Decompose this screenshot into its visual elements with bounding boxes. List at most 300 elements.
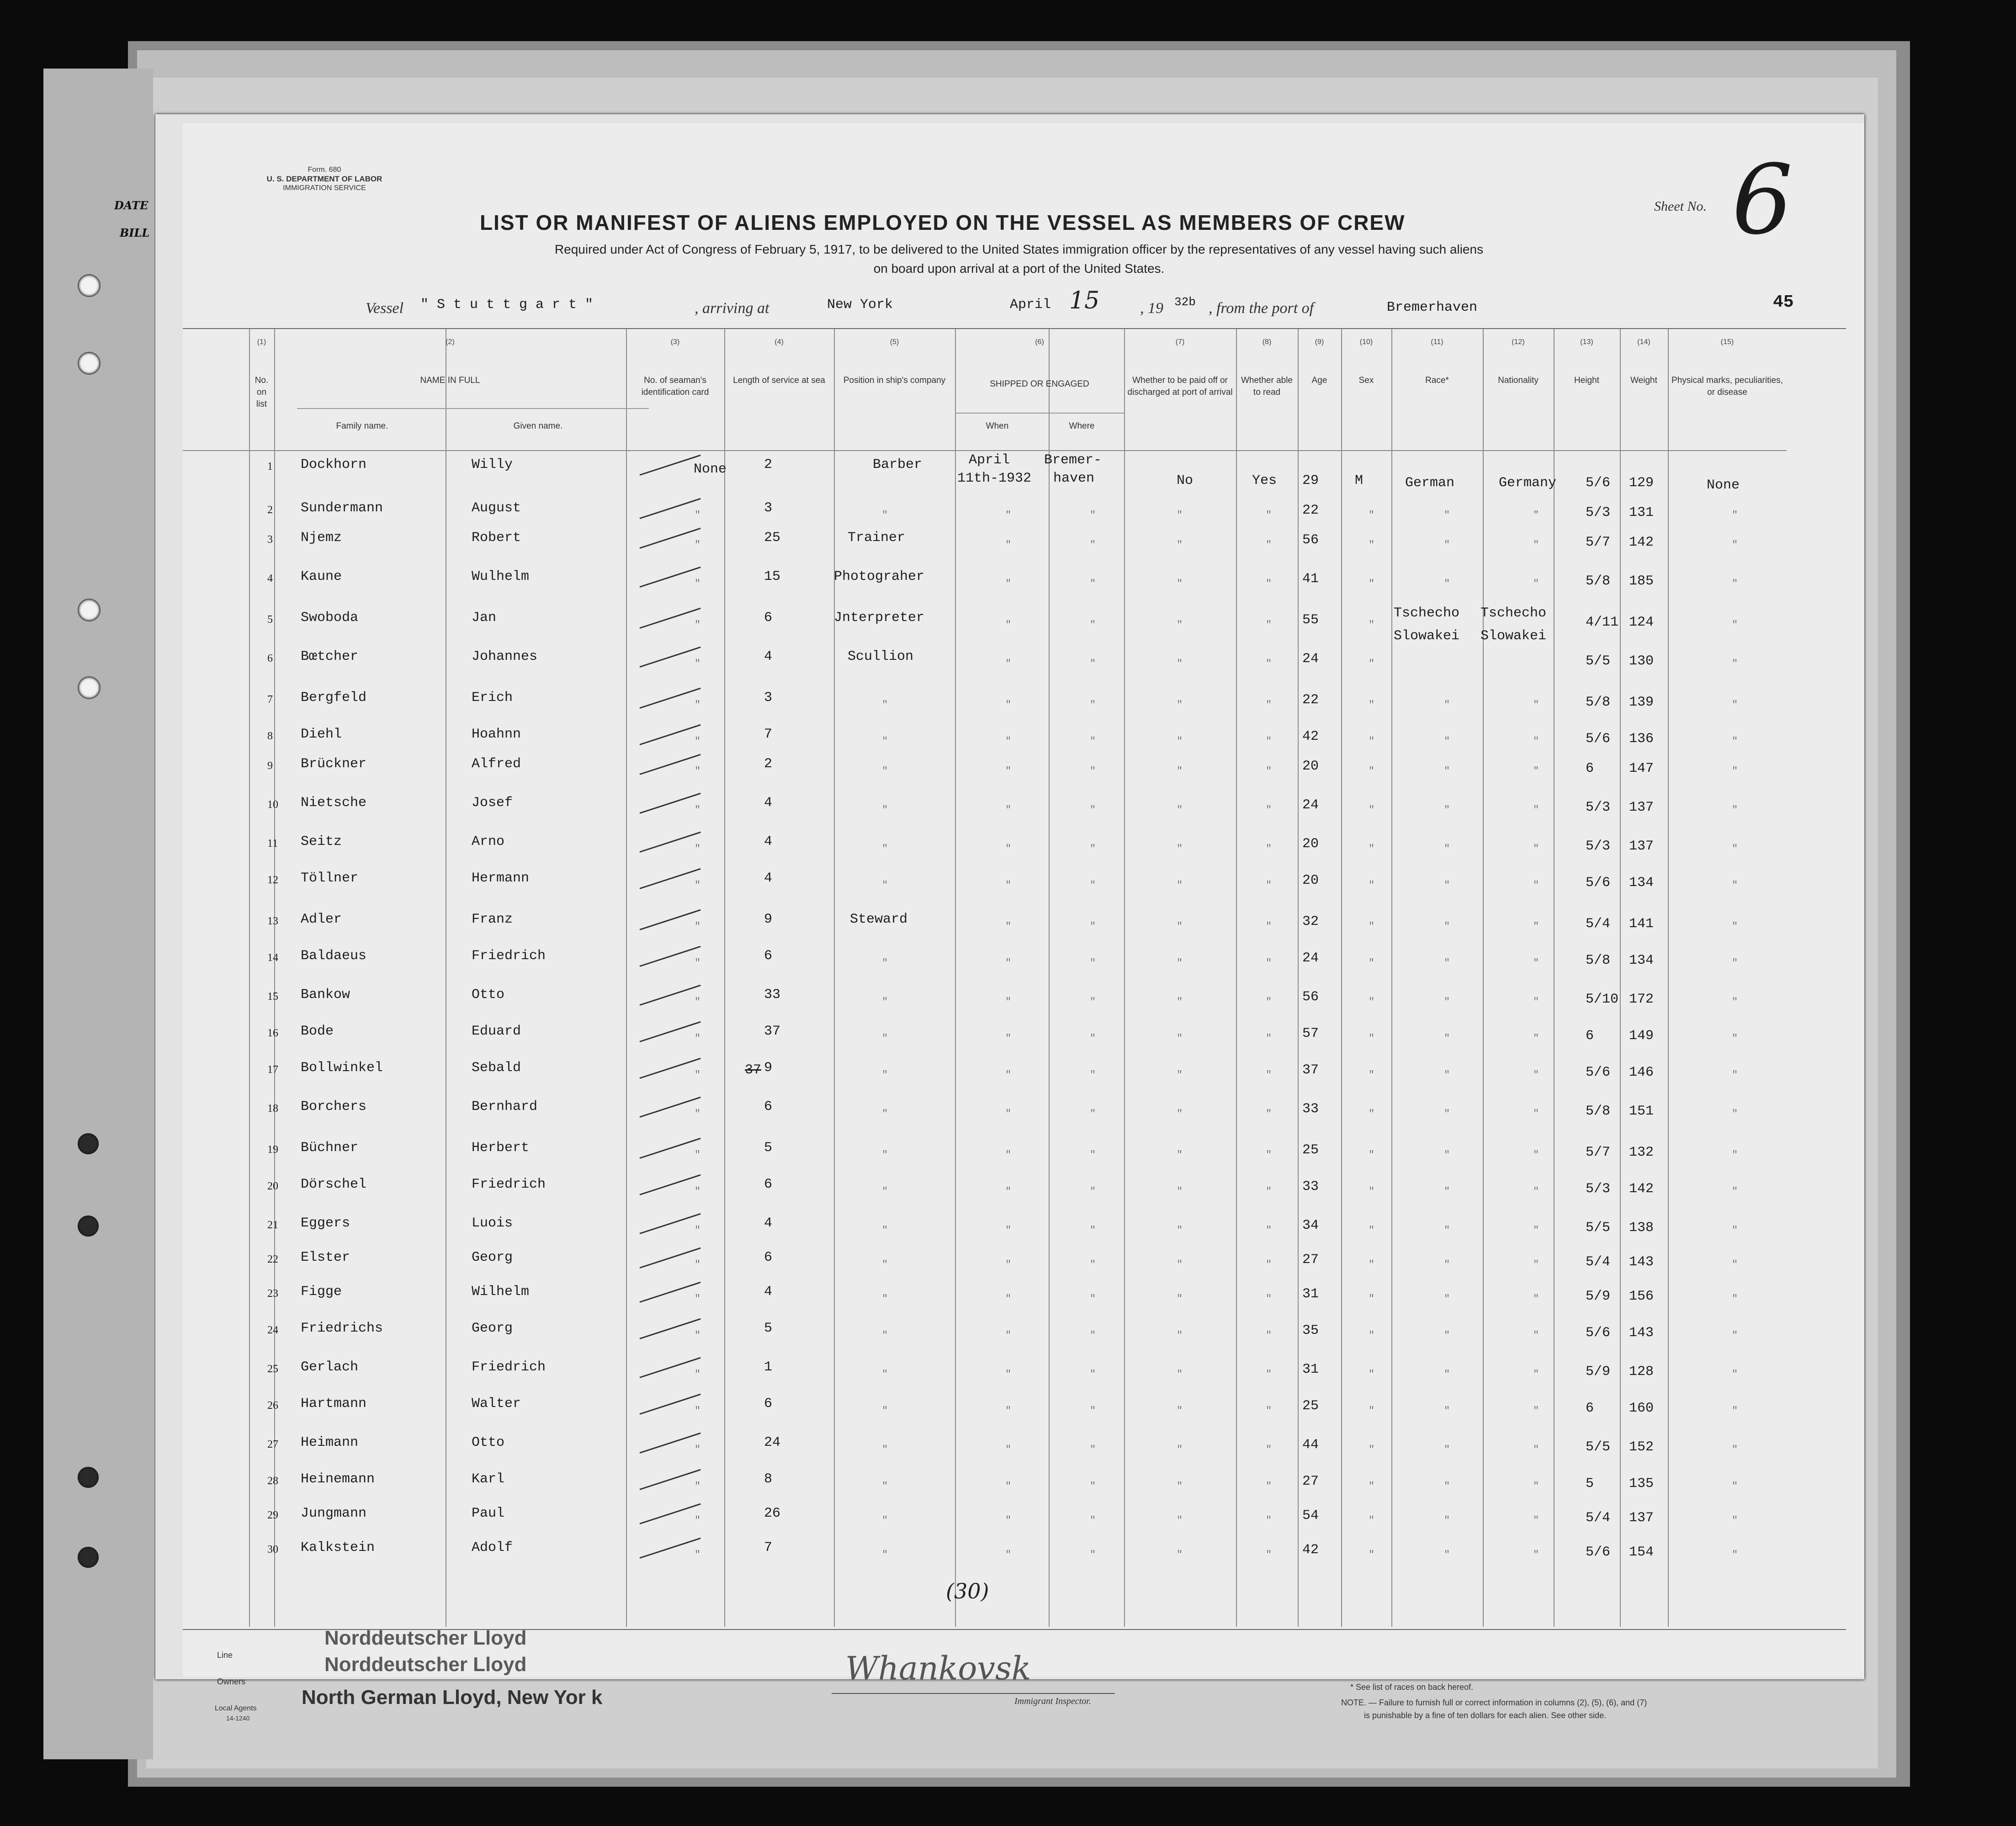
- length-of-service: 4: [764, 871, 773, 886]
- when-ditto: ": [1005, 619, 1012, 631]
- family-name: Heimann: [301, 1435, 359, 1450]
- id-card-ditto: ": [695, 1225, 701, 1236]
- height: 5/6: [1586, 1325, 1611, 1341]
- length-of-service: 3: [764, 500, 773, 516]
- sheet-number-label: Sheet No.: [1654, 199, 1707, 214]
- shipped-subheader-rule: [955, 413, 1124, 414]
- position-ditto: ": [882, 957, 888, 969]
- row-number: 3: [267, 534, 273, 546]
- length-of-service: 5: [764, 1140, 773, 1156]
- read-ditto: ": [1266, 1033, 1272, 1044]
- column-header: Weight: [1630, 376, 1657, 385]
- length-of-service: 6: [764, 1099, 773, 1115]
- column-header: Nationality: [1498, 376, 1539, 385]
- read-ditto: ": [1266, 1549, 1272, 1561]
- where-ditto: ": [1090, 699, 1096, 711]
- given-name: Hermann: [472, 871, 530, 886]
- column-number: (14): [1637, 338, 1650, 346]
- nationality-ditto: ": [1533, 510, 1539, 521]
- race-ditto: ": [1444, 1069, 1450, 1081]
- when-ditto: ": [1005, 880, 1012, 891]
- race-ditto: ": [1444, 1330, 1450, 1341]
- paid-off-ditto: ": [1177, 1481, 1183, 1492]
- position-ditto: ": [882, 1259, 888, 1270]
- length-of-service: 4: [764, 834, 773, 849]
- sex-ditto: ": [1369, 1444, 1375, 1455]
- column-number: (5): [890, 338, 899, 346]
- race-ditto: ": [1444, 1549, 1450, 1561]
- race-ditto: ": [1444, 1186, 1450, 1197]
- length-of-service: 2: [764, 756, 773, 772]
- when-ditto: ": [1005, 578, 1012, 589]
- length-of-service: 25: [764, 530, 781, 546]
- height: 5/6: [1586, 1065, 1611, 1080]
- column-header: Length of service at sea: [733, 376, 825, 385]
- sex-ditto: ": [1369, 1225, 1375, 1236]
- paid-off-ditto: ": [1177, 619, 1183, 631]
- read-ditto: ": [1266, 619, 1272, 631]
- family-name: Figge: [301, 1284, 342, 1300]
- age: 55: [1302, 612, 1319, 628]
- length-of-service: 1: [764, 1359, 773, 1375]
- sex-ditto: ": [1369, 957, 1375, 969]
- family-name: Seitz: [301, 834, 342, 849]
- id-card-ditto: ": [695, 1149, 701, 1161]
- column-rule: [955, 329, 956, 1627]
- sex-ditto: ": [1369, 1515, 1375, 1526]
- nationality-ditto: ": [1533, 1069, 1539, 1081]
- physical-marks-ditto: ": [1732, 578, 1738, 589]
- position-ditto: ": [882, 996, 888, 1008]
- manifest-paper: [183, 123, 1864, 1677]
- paid-off-ditto: ": [1177, 1330, 1183, 1341]
- paid-off-ditto: ": [1177, 804, 1183, 816]
- paid-off-ditto: ": [1177, 658, 1183, 669]
- row-number: 18: [267, 1103, 278, 1115]
- column-rule: [1668, 329, 1669, 1627]
- age: 32: [1302, 914, 1319, 929]
- id-card-ditto: ": [695, 1444, 701, 1455]
- position-ditto: ": [882, 1033, 888, 1044]
- paid-off-ditto: ": [1177, 843, 1183, 855]
- column-rule: [1483, 329, 1484, 1627]
- age: 20: [1302, 759, 1319, 774]
- where-ditto: ": [1090, 765, 1096, 777]
- nationality-ditto: ": [1533, 765, 1539, 777]
- family-name: Bode: [301, 1024, 334, 1039]
- physical-marks-ditto: ": [1732, 1069, 1738, 1081]
- column-rule: [1298, 329, 1299, 1627]
- height: 5/5: [1586, 653, 1611, 669]
- length-of-service: 6: [764, 610, 773, 626]
- when-ditto: ": [1005, 996, 1012, 1008]
- sex-ditto: ": [1369, 1481, 1375, 1492]
- read-ditto: ": [1266, 1225, 1272, 1236]
- row-number: 30: [267, 1544, 278, 1555]
- column-rule: [724, 329, 725, 1627]
- row-number: 10: [267, 799, 278, 811]
- given-name: Johannes: [472, 649, 538, 664]
- row-number: 6: [267, 653, 273, 664]
- family-name: Kalkstein: [301, 1540, 375, 1555]
- age: 44: [1302, 1437, 1319, 1453]
- nationality-ditto: ": [1533, 843, 1539, 855]
- weight: 151: [1629, 1104, 1654, 1119]
- when-ditto: ": [1005, 1369, 1012, 1380]
- sex-ditto: ": [1369, 804, 1375, 816]
- height: 6: [1586, 1028, 1594, 1044]
- weight: 156: [1629, 1289, 1654, 1304]
- physical-marks-ditto: ": [1732, 619, 1738, 631]
- race-ditto: ": [1444, 921, 1450, 932]
- where-ditto: ": [1090, 921, 1096, 932]
- arrival-year: 32b: [1174, 295, 1196, 309]
- row-number: 1: [267, 461, 273, 472]
- column-header: Whether able to read: [1241, 376, 1293, 397]
- length-of-service: 6: [764, 1250, 773, 1265]
- position-ditto: ": [882, 1444, 888, 1455]
- age: 33: [1302, 1101, 1319, 1117]
- line-stamp: Norddeutscher Lloyd: [324, 1627, 527, 1649]
- weight: 160: [1629, 1401, 1654, 1416]
- local-agents-label: Local Agents: [215, 1704, 257, 1712]
- position-in-company: Barber: [873, 457, 923, 472]
- id-card-ditto: ": [695, 880, 701, 891]
- footnote-races: * See list of races on back hereof.: [1350, 1683, 1474, 1692]
- physical-marks-ditto: ": [1732, 957, 1738, 969]
- id-card-ditto: ": [695, 1069, 701, 1081]
- row-number: 12: [267, 874, 278, 886]
- column-number: (4): [775, 338, 784, 346]
- row-number: 19: [267, 1144, 278, 1156]
- family-name: Bankow: [301, 987, 350, 1003]
- height: 4/11: [1586, 615, 1619, 630]
- id-card-ditto: ": [695, 921, 701, 932]
- paid-off-ditto: ": [1177, 1549, 1183, 1561]
- weight: 146: [1629, 1065, 1654, 1080]
- punch-hole: [78, 1547, 99, 1568]
- position-in-company: Scullion: [848, 649, 914, 664]
- height: 5/8: [1586, 695, 1611, 710]
- read-ditto: ": [1266, 1293, 1272, 1305]
- height: 6: [1586, 1401, 1594, 1416]
- column-subheader: When: [986, 421, 1009, 431]
- position-ditto: ": [882, 765, 888, 777]
- physical-marks-ditto: ": [1732, 1293, 1738, 1305]
- sex-value: M: [1355, 473, 1363, 488]
- when-ditto: ": [1005, 957, 1012, 969]
- row-number: 8: [267, 730, 273, 742]
- weight: 134: [1629, 953, 1654, 968]
- column-rule: [1124, 329, 1125, 1627]
- family-name: Njemz: [301, 530, 342, 546]
- line-label: Line: [217, 1651, 233, 1660]
- age: 24: [1302, 797, 1319, 813]
- when-ditto: ": [1005, 1186, 1012, 1197]
- sex-ditto: ": [1369, 736, 1375, 747]
- paid-off-ditto: ": [1177, 736, 1183, 747]
- given-name: Otto: [472, 987, 505, 1003]
- family-name: Adler: [301, 912, 342, 927]
- when-ditto: ": [1005, 1549, 1012, 1561]
- race-ditto: ": [1444, 1515, 1450, 1526]
- when-ditto: ": [1005, 1515, 1012, 1526]
- nationality-ditto: ": [1533, 1481, 1539, 1492]
- column-rule: [1341, 329, 1342, 1627]
- weight: 132: [1629, 1145, 1654, 1160]
- paid-off-ditto: ": [1177, 539, 1183, 551]
- sex-ditto: ": [1369, 1033, 1375, 1044]
- id-card-ditto: ": [695, 1330, 701, 1341]
- when-ditto: ": [1005, 1444, 1012, 1455]
- position-ditto: ": [882, 843, 888, 855]
- family-name: Swoboda: [301, 610, 359, 626]
- height: 5/4: [1586, 916, 1611, 932]
- row-number: 4: [267, 573, 273, 584]
- physical-marks-ditto: ": [1732, 510, 1738, 521]
- row-number: 5: [267, 614, 273, 626]
- family-name: Bollwinkel: [301, 1060, 383, 1076]
- height: 5/3: [1586, 800, 1611, 815]
- given-name: Hoahnn: [472, 727, 521, 742]
- race-ditto: ": [1444, 996, 1450, 1008]
- length-of-service: 15: [764, 569, 781, 584]
- given-name: Franz: [472, 912, 513, 927]
- given-name: Wilhelm: [472, 1284, 530, 1300]
- when-ditto: ": [1005, 1108, 1012, 1120]
- sex-ditto: ": [1369, 1330, 1375, 1341]
- column-header: Position in ship's company: [843, 376, 946, 385]
- height: 5/5: [1586, 1220, 1611, 1236]
- given-name: Paul: [472, 1506, 505, 1521]
- column-header: No. of seaman's identification card: [641, 376, 709, 397]
- weight: 142: [1629, 535, 1654, 550]
- where-ditto: ": [1090, 539, 1096, 551]
- subtitle-line-1: Required under Act of Congress of February 5, 1917, to be delivered to the United States immigration officer by the representatives of any vessel having such aliens: [554, 242, 1484, 256]
- physical-marks-ditto: ": [1732, 699, 1738, 711]
- paid-off-ditto: ": [1177, 921, 1183, 932]
- position-ditto: ": [882, 1108, 888, 1120]
- length-of-service: 33: [764, 987, 781, 1003]
- column-number: (13): [1580, 338, 1593, 346]
- paid-off-ditto: ": [1177, 1149, 1183, 1161]
- footnote-fine: is punishable by a fine of ten dollars for each alien. See other side.: [1364, 1711, 1607, 1720]
- row-number: 9: [267, 760, 273, 772]
- read-ditto: ": [1266, 1069, 1272, 1081]
- nationality-ditto: ": [1533, 804, 1539, 816]
- nationality-value: Germany: [1499, 475, 1557, 491]
- weight: 172: [1629, 992, 1654, 1007]
- age: 56: [1302, 989, 1319, 1005]
- race-ditto: ": [1444, 1149, 1450, 1161]
- where-ditto: ": [1090, 880, 1096, 891]
- position-ditto: ": [882, 1369, 888, 1380]
- physical-marks-ditto: ": [1732, 843, 1738, 855]
- when-ditto: ": [1005, 804, 1012, 816]
- sex-ditto: ": [1369, 1069, 1375, 1081]
- physical-marks-ditto: ": [1732, 1549, 1738, 1561]
- position-ditto: ": [882, 1481, 888, 1492]
- column-header: Height: [1574, 376, 1599, 385]
- footnote-note: NOTE. — Failure to furnish full or correct information in columns (2), (5), (6), and (7): [1341, 1698, 1647, 1707]
- voyage-line: [256, 287, 1663, 324]
- nationality-ditto: ": [1533, 736, 1539, 747]
- length-of-service: 24: [764, 1435, 781, 1450]
- nationality-ditto: ": [1533, 880, 1539, 891]
- race-ditto: ": [1444, 804, 1450, 816]
- given-name: Arno: [472, 834, 505, 849]
- nationality-ditto: ": [1533, 578, 1539, 589]
- sex-ditto: ": [1369, 765, 1375, 777]
- id-card-ditto: ": [695, 510, 701, 521]
- weight: 143: [1629, 1325, 1654, 1341]
- id-card-ditto: ": [695, 699, 701, 711]
- length-of-service: 4: [764, 1284, 773, 1300]
- weight: 152: [1629, 1439, 1654, 1455]
- physical-marks-ditto: ": [1732, 1108, 1738, 1120]
- where-ditto: ": [1090, 1186, 1096, 1197]
- weight: 138: [1629, 1220, 1654, 1236]
- weight: 124: [1629, 615, 1654, 630]
- nationality-ditto: ": [1533, 1330, 1539, 1341]
- column-subheader: Family name.: [336, 421, 388, 431]
- nationality-ditto: ": [1533, 996, 1539, 1008]
- sex-ditto: ": [1369, 699, 1375, 711]
- where-ditto: ": [1090, 843, 1096, 855]
- position-ditto: ": [882, 1149, 888, 1161]
- read-ditto: ": [1266, 699, 1272, 711]
- read-ditto: ": [1266, 765, 1272, 777]
- given-name: Friedrich: [472, 1359, 546, 1375]
- row-number: 27: [267, 1439, 278, 1450]
- position-in-company: Jnterpreter: [834, 610, 925, 626]
- family-name: Diehl: [301, 727, 342, 742]
- physical-marks-ditto: ": [1732, 996, 1738, 1008]
- paid-off-ditto: ": [1177, 1405, 1183, 1417]
- age: 33: [1302, 1179, 1319, 1194]
- vessel-label: Vessel: [366, 300, 404, 317]
- id-card-ditto: ": [695, 957, 701, 969]
- binder-margin: [43, 69, 153, 1759]
- height: 5/8: [1586, 1104, 1611, 1119]
- id-card-ditto: ": [695, 1549, 701, 1561]
- from-port-label: , from the port of: [1209, 300, 1314, 317]
- form-number: Form. 680: [308, 166, 341, 174]
- sex-ditto: ": [1369, 1405, 1375, 1417]
- length-of-service: 37: [764, 1024, 781, 1039]
- length-of-service: 7: [764, 1540, 773, 1555]
- paid-off-ditto: ": [1177, 1369, 1183, 1380]
- family-name: Baldaeus: [301, 948, 367, 964]
- height: 5/8: [1586, 953, 1611, 968]
- paid-off-ditto: ": [1177, 578, 1183, 589]
- height: 5/8: [1586, 573, 1611, 589]
- owners-label: Owners: [217, 1677, 246, 1686]
- age: 34: [1302, 1218, 1319, 1233]
- race-ditto: ": [1444, 578, 1450, 589]
- page-number: 45: [1773, 292, 1794, 312]
- race-ditto: ": [1444, 1405, 1450, 1417]
- age: 24: [1302, 651, 1319, 667]
- age: 24: [1302, 950, 1319, 966]
- column-number: (6): [1035, 338, 1044, 346]
- owners-stamp: Norddeutscher Lloyd: [324, 1653, 527, 1676]
- physical-marks-ditto: ": [1732, 804, 1738, 816]
- given-name: Jan: [472, 610, 497, 626]
- position-ditto: ": [882, 699, 888, 711]
- paid-off-ditto: ": [1177, 1033, 1183, 1044]
- column-rule: [834, 329, 835, 1627]
- weight: 154: [1629, 1545, 1654, 1560]
- where-ditto: ": [1090, 1549, 1096, 1561]
- sex-ditto: ": [1369, 843, 1375, 855]
- paid-off-ditto: ": [1177, 996, 1183, 1008]
- shipped-when-line1: April: [969, 452, 1010, 468]
- height: 5/6: [1586, 475, 1611, 491]
- column-header: Sex: [1358, 376, 1374, 385]
- read-ditto: ": [1266, 1481, 1272, 1492]
- departure-port: Bremerhaven: [1387, 300, 1478, 315]
- age: 29: [1302, 473, 1319, 488]
- length-of-service: 2: [764, 457, 773, 472]
- family-name: Nietsche: [301, 795, 367, 811]
- column-rule: [1391, 329, 1392, 1627]
- physical-marks-ditto: ": [1732, 1444, 1738, 1455]
- weight: 137: [1629, 800, 1654, 815]
- age: 27: [1302, 1252, 1319, 1268]
- height: 5/7: [1586, 1145, 1611, 1160]
- nationality-ditto: ": [1533, 1259, 1539, 1270]
- id-card-ditto: ": [695, 619, 701, 631]
- id-card-ditto: ": [695, 539, 701, 551]
- header-divider: [183, 328, 1846, 329]
- sex-ditto: ": [1369, 1149, 1375, 1161]
- column-header: Age: [1311, 376, 1327, 385]
- read-ditto: ": [1266, 1330, 1272, 1341]
- column-rule: [249, 329, 250, 1627]
- height: 5/6: [1586, 875, 1611, 891]
- read-ditto: ": [1266, 804, 1272, 816]
- vessel-name: " S t u t t g a r t ": [420, 297, 594, 313]
- position-ditto: ": [882, 736, 888, 747]
- shipped-where-line2: haven: [1053, 471, 1095, 486]
- race-ditto: ": [1444, 736, 1450, 747]
- sex-ditto: ": [1369, 1369, 1375, 1380]
- read-ditto: ": [1266, 1186, 1272, 1197]
- read-ditto: ": [1266, 578, 1272, 589]
- given-name: August: [472, 500, 521, 516]
- height: 5/6: [1586, 731, 1611, 747]
- given-name: Walter: [472, 1396, 521, 1412]
- position-in-company: Steward: [850, 912, 908, 927]
- given-name: Erich: [472, 690, 513, 706]
- race-ditto: ": [1444, 1259, 1450, 1270]
- age: 20: [1302, 836, 1319, 852]
- when-ditto: ": [1005, 539, 1012, 551]
- height: 5/6: [1586, 1545, 1611, 1560]
- row-number: 17: [267, 1064, 278, 1076]
- age: 54: [1302, 1508, 1319, 1523]
- length-of-service: 8: [764, 1471, 773, 1487]
- family-name: Gerlach: [301, 1359, 359, 1375]
- punch-hole: [78, 1216, 99, 1237]
- position-in-company: Photograher: [834, 569, 925, 584]
- read-ditto: ": [1266, 1259, 1272, 1270]
- read-ditto: ": [1266, 996, 1272, 1008]
- when-ditto: ": [1005, 1259, 1012, 1270]
- id-card-ditto: ": [695, 843, 701, 855]
- height: 5/3: [1586, 839, 1611, 854]
